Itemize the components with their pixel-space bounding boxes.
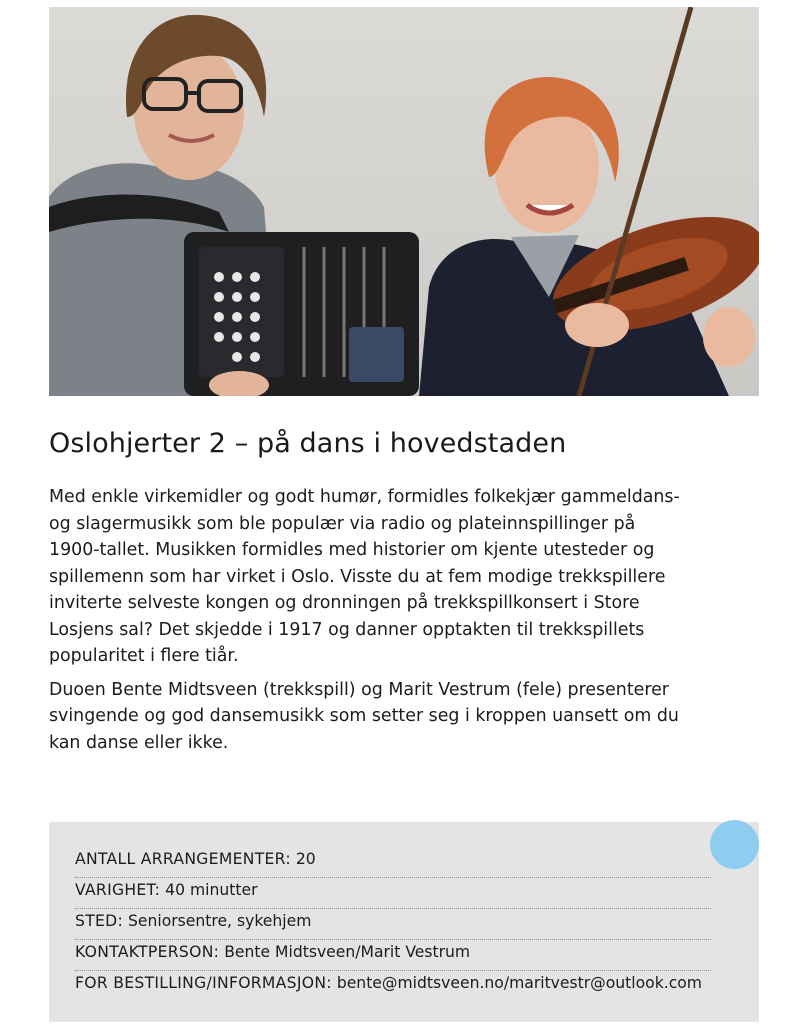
info-row-count	[75, 847, 711, 878]
description-paragraph-1	[49, 484, 759, 670]
text-line: Med enkle virkemidler og godt humør, formidles folkekjær gammeldans-	[49, 487, 680, 507]
info-row-duration	[75, 878, 711, 909]
info-value: 40 minutter	[165, 881, 258, 899]
info-label: STED:	[75, 912, 124, 930]
booking-email-link[interactable]: bente@midtsveen.no/maritvestr@outlook.com	[336, 974, 702, 992]
info-row-contact	[75, 940, 711, 971]
info-label: FOR BESTILLING/INFORMASJON:	[75, 974, 332, 992]
text-line: kan danse eller ikke.	[49, 732, 229, 753]
info-label: KONTAKTPERSON:	[75, 943, 220, 961]
info-row-booking	[75, 971, 711, 1002]
musicians-photo	[49, 7, 759, 396]
info-value: Bente Midtsveen/Marit Vestrum	[224, 943, 471, 961]
page-title: Oslohjerter 2 – på dans i hovedstaden	[49, 428, 567, 459]
info-value: Seniorsentre, sykehjem	[128, 912, 312, 930]
text-line: inviterte selveste kongen og dronningen på trekkspillkonsert i Store	[49, 593, 640, 613]
text-line: og slagermusikk som ble populær via radio og plateinnspillinger på	[49, 513, 636, 534]
info-label: VARIGHET:	[75, 881, 161, 899]
info-row-location	[75, 909, 711, 940]
text-line: spillemenn som har virket i Oslo. Visste du at fem modige trekkspillere	[49, 566, 666, 587]
text-line: Duoen Bente Midtsveen (trekkspill) og Marit Vestrum (fele) presenterer	[49, 679, 669, 700]
text-line: popularitet i flere tiår.	[49, 646, 239, 666]
info-value: 20	[295, 850, 316, 868]
description	[49, 484, 759, 756]
description-paragraph-2	[49, 677, 759, 757]
accent-dot	[710, 820, 759, 869]
text-line: 1900-tallet. Musikken formidles med historier om kjente utesteder og	[49, 540, 655, 560]
musicians-illustration	[49, 7, 759, 396]
text-line: svingende og god dansemusikk som setter seg i kroppen uansett om du	[49, 706, 679, 726]
info-list	[75, 847, 711, 1002]
info-label: ANTALL ARRANGEMENTER:	[75, 850, 291, 868]
text-line: Losjens sal? Det skjedde i 1917 og danner opptakten til trekkspillets	[49, 619, 645, 640]
